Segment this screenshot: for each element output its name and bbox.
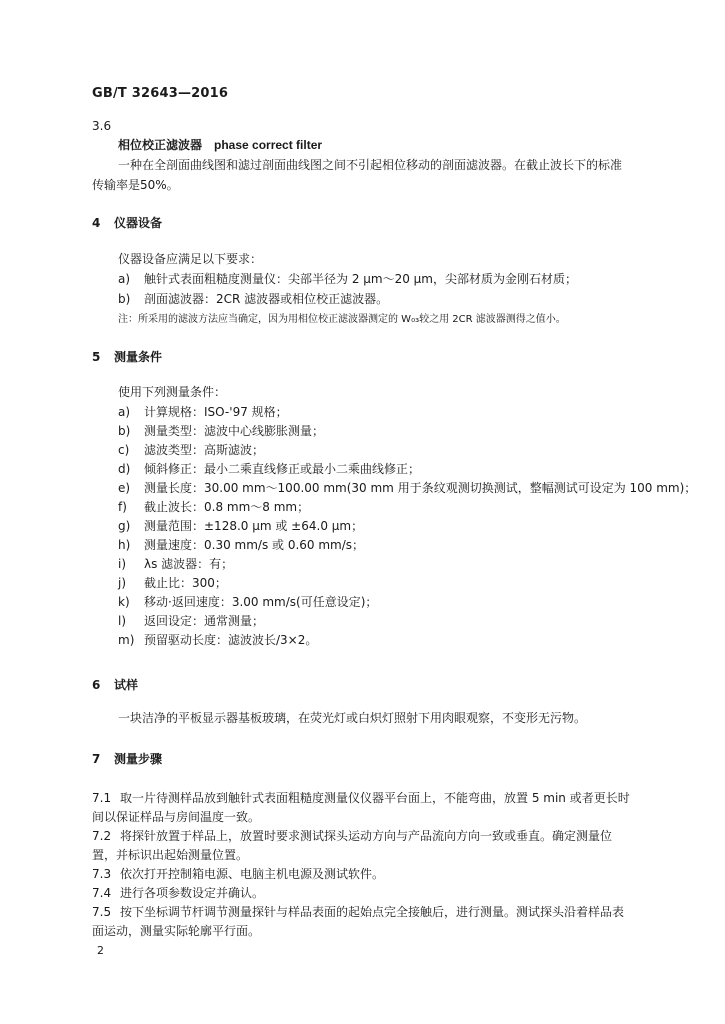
list-text: 预留驱动长度：滤波波长/3×2。 <box>144 633 318 647</box>
section-title: 测量条件 <box>114 350 163 364</box>
section-number: 6 <box>92 678 101 692</box>
list-text: 测量长度：30.00 mm～100.00 mm(30 mm 用于条纹观测切换测试，整幅测试可设定为 100 mm)； <box>144 481 697 495</box>
section-number: 4 <box>92 216 101 230</box>
step-text-continued: 置，并标识出起始测量位置。 <box>92 848 249 862</box>
step-number: 7.4 <box>92 886 112 900</box>
page-number: 2 <box>97 944 104 957</box>
list-item <box>118 461 420 477</box>
step-text: 将探针放置于样品上，放置时要求测试探头运动方向与产品流向方向一致或垂直。确定测量位 <box>120 829 613 843</box>
section-heading <box>92 751 162 767</box>
list-item <box>118 423 324 439</box>
list-text: 移动·返回速度：3.00 mm/s(可任意设定)； <box>144 595 378 609</box>
list-text: 截止波长：0.8 mm～8 mm； <box>144 500 310 514</box>
step-number: 7.3 <box>92 867 112 881</box>
list-item <box>118 291 388 307</box>
list-label: k) <box>118 595 130 609</box>
list-item <box>118 632 317 648</box>
step-text: 按下坐标调节杆调节测量探针与样品表面的起始点完全接触后，进行测量。测试探头沿着样品表 <box>120 905 625 919</box>
term-english: phase correct filter <box>214 138 323 152</box>
clause-number: 3.6 <box>92 119 112 133</box>
list-item <box>118 271 577 287</box>
list-text: 返回设定：通常测量； <box>144 614 265 628</box>
step-number: 7.2 <box>92 829 112 843</box>
list-item <box>118 613 264 629</box>
section-title: 测量步骤 <box>114 752 163 766</box>
list-item <box>118 480 696 496</box>
list-item <box>118 575 227 591</box>
list-label: a) <box>118 405 131 419</box>
list-text: 滤波类型：高斯滤波； <box>144 443 265 457</box>
list-label: d) <box>118 462 131 476</box>
list-label: b) <box>118 292 131 306</box>
term-chinese: 相位校正滤波器 <box>118 138 203 152</box>
list-label: e) <box>118 481 131 495</box>
section-heading <box>92 677 138 693</box>
section-title: 试样 <box>114 678 139 692</box>
list-item <box>118 499 309 515</box>
paragraph: 一块洁净的平板显示器基板玻璃，在荧光灯或白炽灯照射下用肉眼观察，不变形无污物。 <box>118 711 587 725</box>
list-label: j) <box>118 576 127 590</box>
section-intro: 仪器设备应满足以下要求： <box>118 252 263 266</box>
section-number: 5 <box>92 350 101 364</box>
list-label: h) <box>118 538 131 552</box>
step-paragraph <box>92 866 384 882</box>
step-paragraph <box>92 828 612 844</box>
list-item <box>118 594 377 610</box>
term-entry <box>118 137 322 153</box>
standard-header: GB/T 32643—2016 <box>92 86 229 101</box>
step-paragraph <box>92 790 630 806</box>
list-text: 倾斜修正：最小二乘直线修正或最小二乘曲线修正； <box>144 462 421 476</box>
list-label: b) <box>118 424 131 438</box>
step-text: 依次打开控制箱电源、电脑主机电源及测试软件。 <box>120 867 385 881</box>
list-item <box>118 537 364 553</box>
list-label: m) <box>118 633 135 647</box>
step-text-continued: 面运动，测量实际轮廓平行面。 <box>92 924 261 938</box>
list-item <box>118 404 288 420</box>
section-intro: 使用下列测量条件： <box>118 385 227 399</box>
list-text: λs 滤波器：有； <box>144 557 234 571</box>
list-item <box>118 556 233 572</box>
step-text-continued: 间以保证样品与房间温度一致。 <box>92 810 261 824</box>
section-title: 仪器设备 <box>114 216 163 230</box>
step-text: 进行各项参数设定并确认。 <box>120 886 265 900</box>
step-paragraph <box>92 885 264 901</box>
step-text: 取一片待测样品放到触针式表面粗糙度测量仪仪器平台面上，不能弯曲，放置 5 min 或者更长时 <box>120 791 630 805</box>
list-text: 测量速度：0.30 mm/s 或 0.60 mm/s； <box>144 538 365 552</box>
section-heading <box>92 349 162 365</box>
definition-line: 传输率是50%。 <box>92 178 179 192</box>
list-item <box>118 518 363 534</box>
list-text: 计算规格：ISO-'97 规格； <box>144 405 288 419</box>
list-text: 截止比：300； <box>144 576 227 590</box>
section-heading <box>92 215 162 231</box>
list-label: i) <box>118 557 127 571</box>
list-text: 触针式表面粗糙度测量仪：尖部半径为 2 μm～20 μm，尖部材质为金刚石材质； <box>144 272 577 286</box>
note: 注：所采用的滤波方法应当确定，因为用相位校正滤波器测定的 W₀₃较之用 2CR 滤波器测得之值小。 <box>118 314 566 325</box>
step-number: 7.1 <box>92 791 112 805</box>
list-text: 测量类型：滤波中心线膨胀测量； <box>144 424 325 438</box>
list-label: f) <box>118 500 127 514</box>
list-text: 测量范围：±128.0 μm 或 ±64.0 μm； <box>144 519 364 533</box>
list-label: l) <box>118 614 127 628</box>
definition-line: 一种在全剖面曲线图和滤过剖面曲线图之间不引起相位移动的剖面滤波器。在截止波长下的标准 <box>118 158 623 172</box>
step-paragraph <box>92 904 624 920</box>
step-number: 7.5 <box>92 905 112 919</box>
list-label: c) <box>118 443 130 457</box>
list-label: a) <box>118 272 131 286</box>
list-item <box>118 442 264 458</box>
list-text: 剖面滤波器：2CR 滤波器或相位校正滤波器。 <box>144 292 389 306</box>
list-label: g) <box>118 519 131 533</box>
section-number: 7 <box>92 752 101 766</box>
